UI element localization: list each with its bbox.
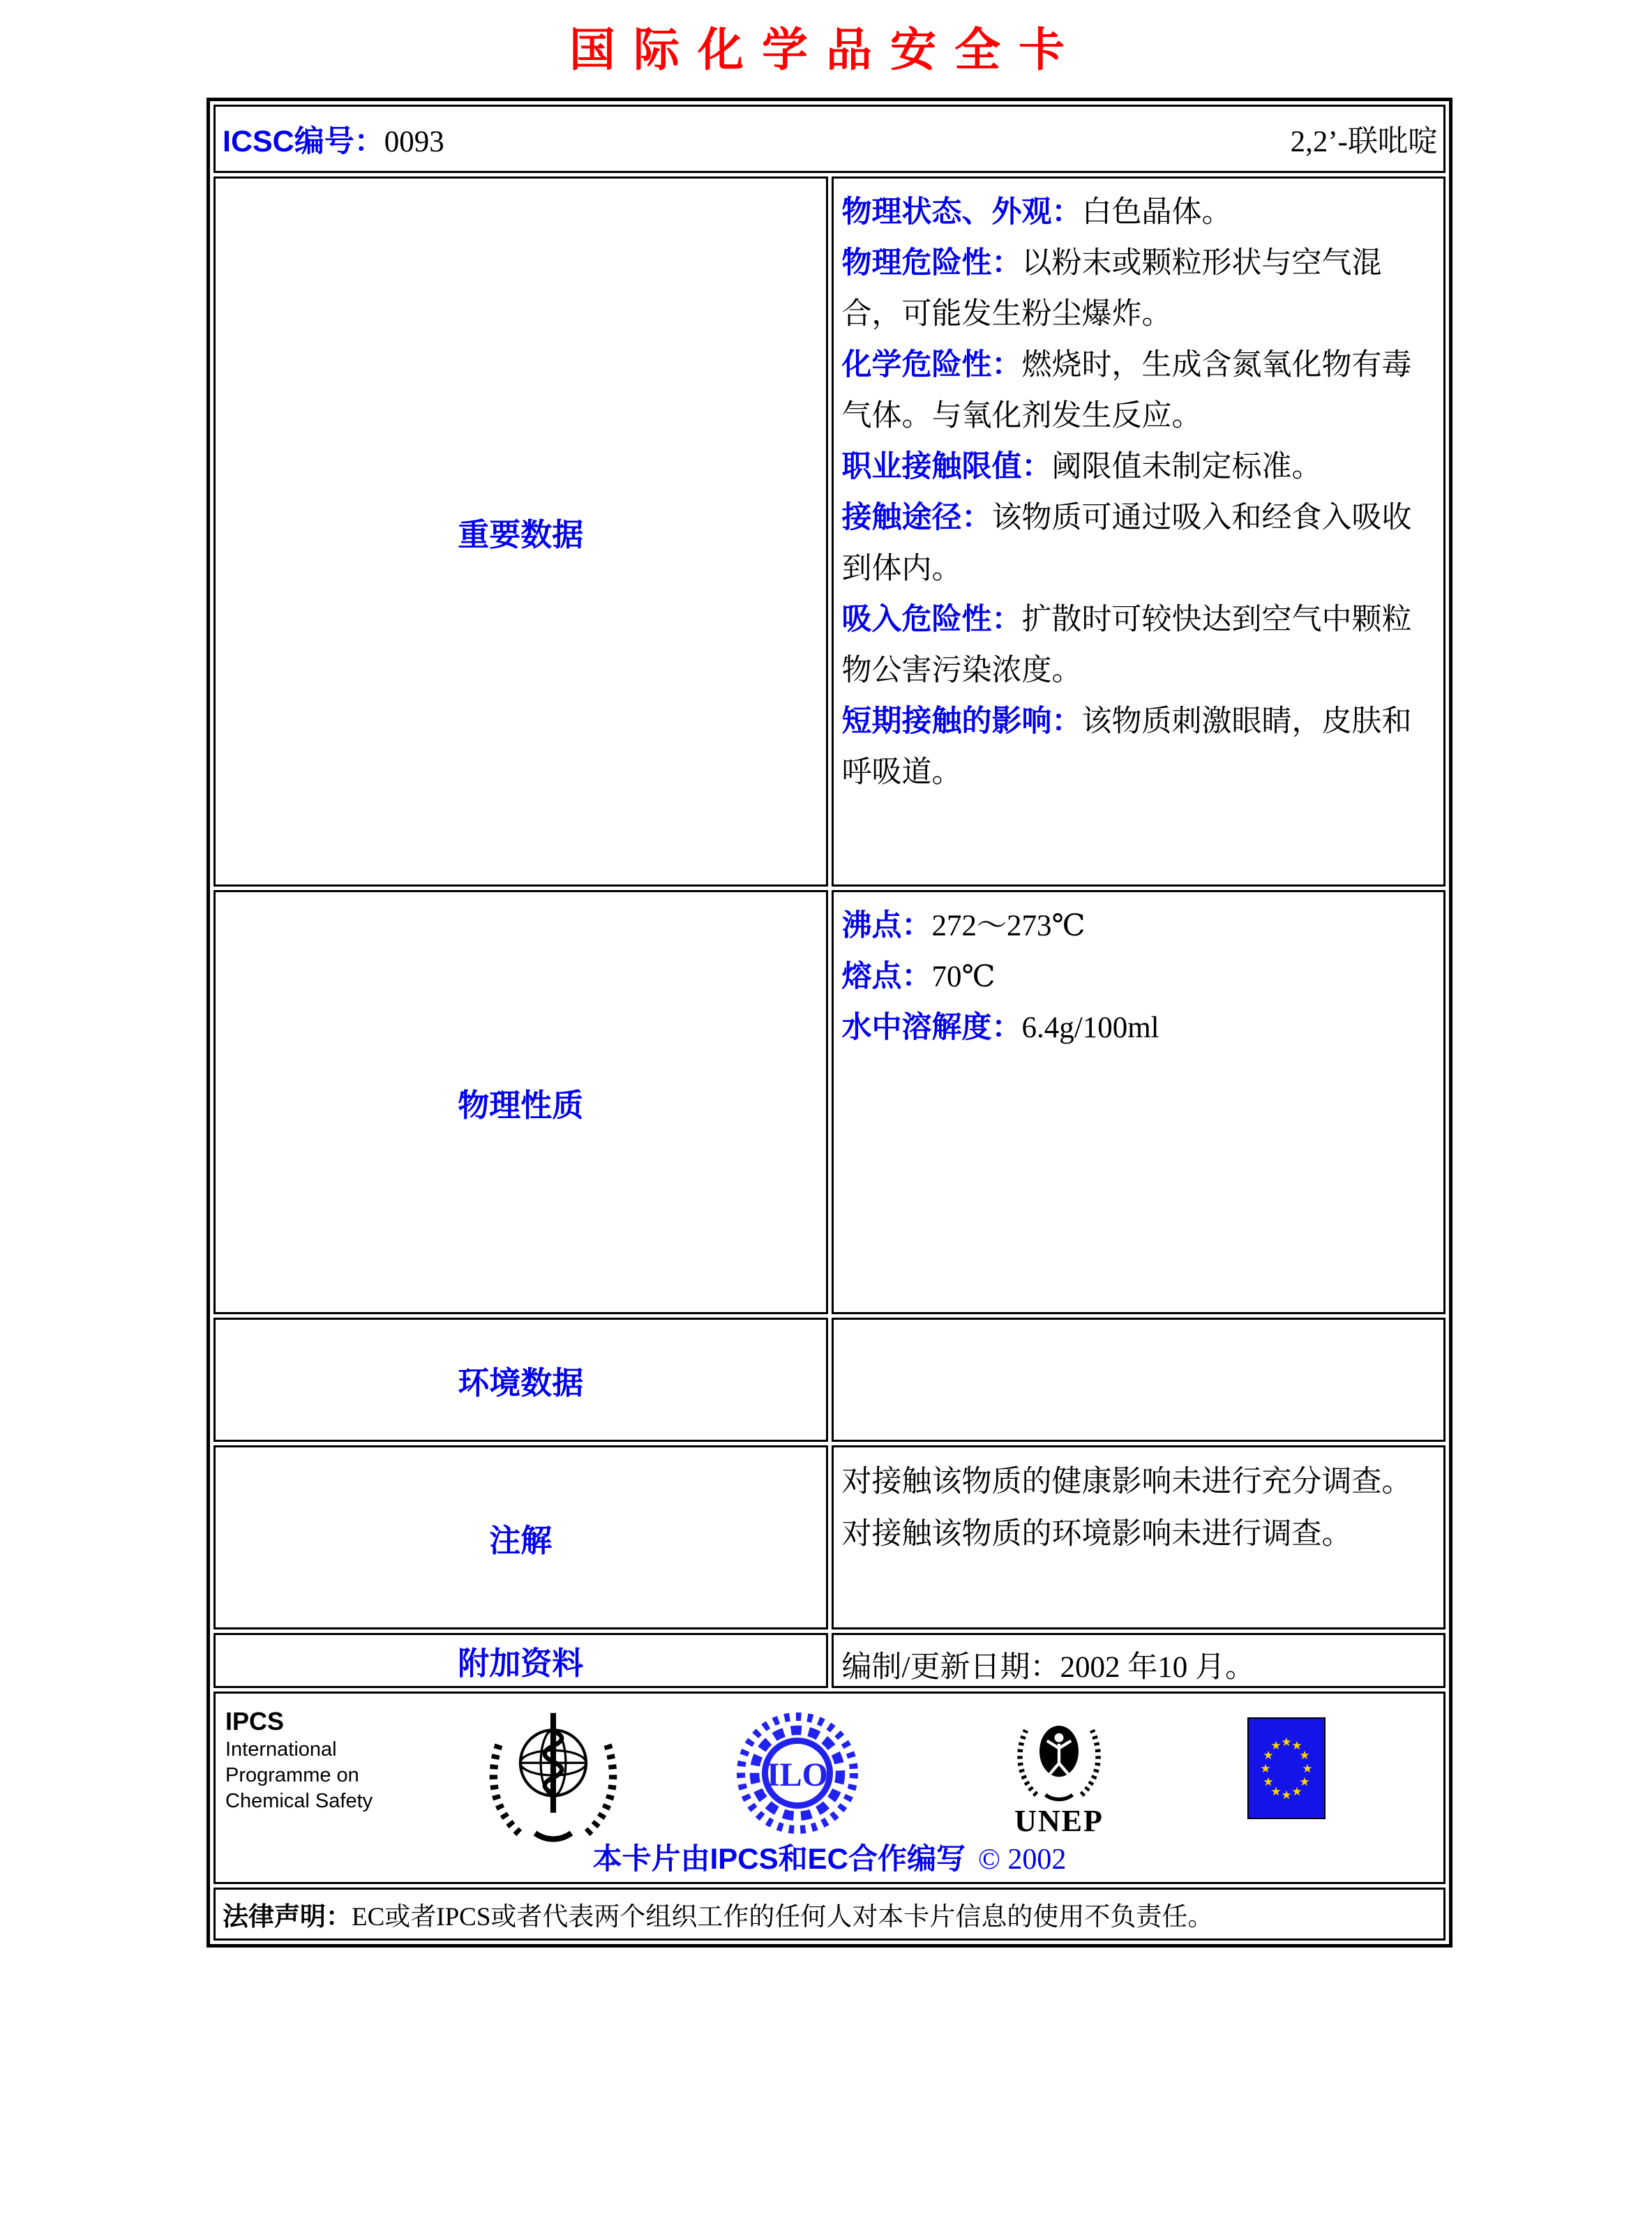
copyright-text: © 2002 <box>977 1844 1067 1876</box>
who-logo-icon <box>483 1706 623 1842</box>
unep-emblem-icon <box>1007 1706 1111 1804</box>
svg-text:★: ★ <box>1281 1788 1292 1802</box>
environmental-data-content <box>832 1318 1446 1442</box>
ilo-logo-icon <box>735 1710 860 1836</box>
section-label-important-data: 重要数据 <box>213 176 828 887</box>
item-text: 扩散时可较快达到空气中颗粒物公害污染浓度。 <box>841 603 1412 687</box>
important-item <box>842 492 1437 594</box>
header-row <box>213 105 1446 173</box>
ipcs-line: Programme on <box>225 1764 359 1786</box>
ipcs-acronym: IPCS <box>225 1707 285 1735</box>
physical-properties-row <box>213 890 1446 1314</box>
item-text: 该物质刺激眼睛，皮肤和呼吸道。 <box>841 705 1412 789</box>
legal-notice-text: EC或者IPCS或者代表两个组织工作的任何人对本卡片信息的使用不负责任。 <box>352 1903 1214 1931</box>
item-label: 沸点： <box>841 909 932 942</box>
important-data-content <box>832 176 1446 887</box>
svg-text:★: ★ <box>1270 1785 1282 1799</box>
legal-cell <box>213 1888 1446 1941</box>
header-cell <box>213 105 1446 173</box>
eu-flag-icon <box>1247 1717 1326 1819</box>
physical-item <box>842 901 1437 951</box>
item-text: 该物质可通过吸入和经食入吸收到体内。 <box>841 502 1412 585</box>
chemical-name: 2,2’-联吡啶 <box>1290 125 1438 158</box>
svg-text:★: ★ <box>1281 1735 1292 1749</box>
important-item <box>842 340 1437 442</box>
ilo-letters: ILO <box>766 1756 829 1793</box>
legal-row <box>213 1888 1446 1941</box>
icsc-card-table <box>206 98 1452 1948</box>
item-label: 职业接触限值： <box>841 450 1052 483</box>
icsc-number <box>223 118 444 160</box>
icsc-number-label: ICSC编号： <box>223 124 384 158</box>
ipcs-line: Chemical Safety <box>225 1790 373 1812</box>
notes-paragraph: 对接触该物质的健康影响未进行充分调查。对接触该物质的环境影响未进行调查。 <box>841 1466 1412 1551</box>
physical-properties-content <box>832 890 1446 1314</box>
svg-text:★: ★ <box>1263 1749 1274 1763</box>
item-text: 燃烧时，生成含氮氧化物有毒气体。与氧化剂发生反应。 <box>841 349 1412 432</box>
item-text: 272～273℃ <box>931 910 1086 942</box>
section-label-notes: 注解 <box>213 1445 828 1629</box>
svg-text:★: ★ <box>1299 1749 1310 1763</box>
legal-notice-label: 法律声明： <box>223 1902 352 1931</box>
svg-text:★: ★ <box>1263 1775 1274 1789</box>
svg-text:★: ★ <box>1260 1762 1271 1776</box>
section-label-physical-properties: 物理性质 <box>213 890 828 1314</box>
item-label: 物理危险性： <box>841 246 1022 280</box>
unep-caption: UNEP <box>1014 1804 1104 1838</box>
important-item <box>842 187 1437 238</box>
physical-item <box>842 1002 1437 1053</box>
ipcs-line: International <box>225 1738 337 1761</box>
item-label: 吸入危险性： <box>841 603 1022 636</box>
page-title: 国际化学品安全卡 <box>569 24 1083 75</box>
svg-text:★: ★ <box>1302 1762 1313 1776</box>
additional-info-row <box>213 1633 1446 1688</box>
environmental-data-row <box>213 1318 1446 1442</box>
item-label: 短期接触的影响： <box>841 705 1082 738</box>
notes-row <box>213 1445 1446 1629</box>
item-label: 水中溶解度： <box>841 1011 1022 1044</box>
unep-logo <box>986 1706 1132 1838</box>
item-text: 70℃ <box>931 961 996 993</box>
header-content <box>223 118 1438 160</box>
attribution-text: 本卡片由IPCS和EC合作编写 <box>592 1842 966 1875</box>
item-label: 物理状态、外观： <box>841 195 1082 229</box>
logos-row <box>213 1692 1446 1884</box>
svg-text:★: ★ <box>1291 1739 1302 1753</box>
item-label: 接触途径： <box>841 501 992 534</box>
section-label-additional-info: 附加资料 <box>213 1633 828 1688</box>
important-data-row <box>213 176 1446 887</box>
notes-content <box>832 1445 1446 1629</box>
svg-text:★: ★ <box>1270 1739 1282 1753</box>
attribution-line <box>216 1836 1443 1878</box>
svg-text:★: ★ <box>1291 1785 1302 1799</box>
ipcs-wordmark <box>225 1706 400 1814</box>
item-label: 熔点： <box>841 960 932 993</box>
physical-item <box>842 951 1437 1002</box>
important-item <box>842 238 1437 340</box>
item-text: 以粉末或颗粒形状与空气混合，可能发生粉尘爆炸。 <box>841 247 1382 331</box>
item-text: 6.4g/100ml <box>1021 1011 1159 1044</box>
important-item <box>842 594 1437 696</box>
important-item <box>842 696 1437 798</box>
item-text: 白色晶体。 <box>1081 196 1232 229</box>
item-text: 阈限值未制定标准。 <box>1051 451 1322 483</box>
additional-info-content <box>832 1633 1446 1688</box>
important-item <box>842 442 1437 492</box>
svg-text:★: ★ <box>1299 1775 1310 1789</box>
item-label: 化学危险性： <box>841 348 1022 382</box>
section-label-environmental-data: 环境数据 <box>213 1318 828 1442</box>
logos-strip <box>216 1694 1443 1842</box>
revision-date: 编制/更新日期：2002 年10 月。 <box>841 1651 1255 1684</box>
icsc-number-value: 0093 <box>384 125 444 158</box>
logos-cell <box>213 1692 1446 1884</box>
